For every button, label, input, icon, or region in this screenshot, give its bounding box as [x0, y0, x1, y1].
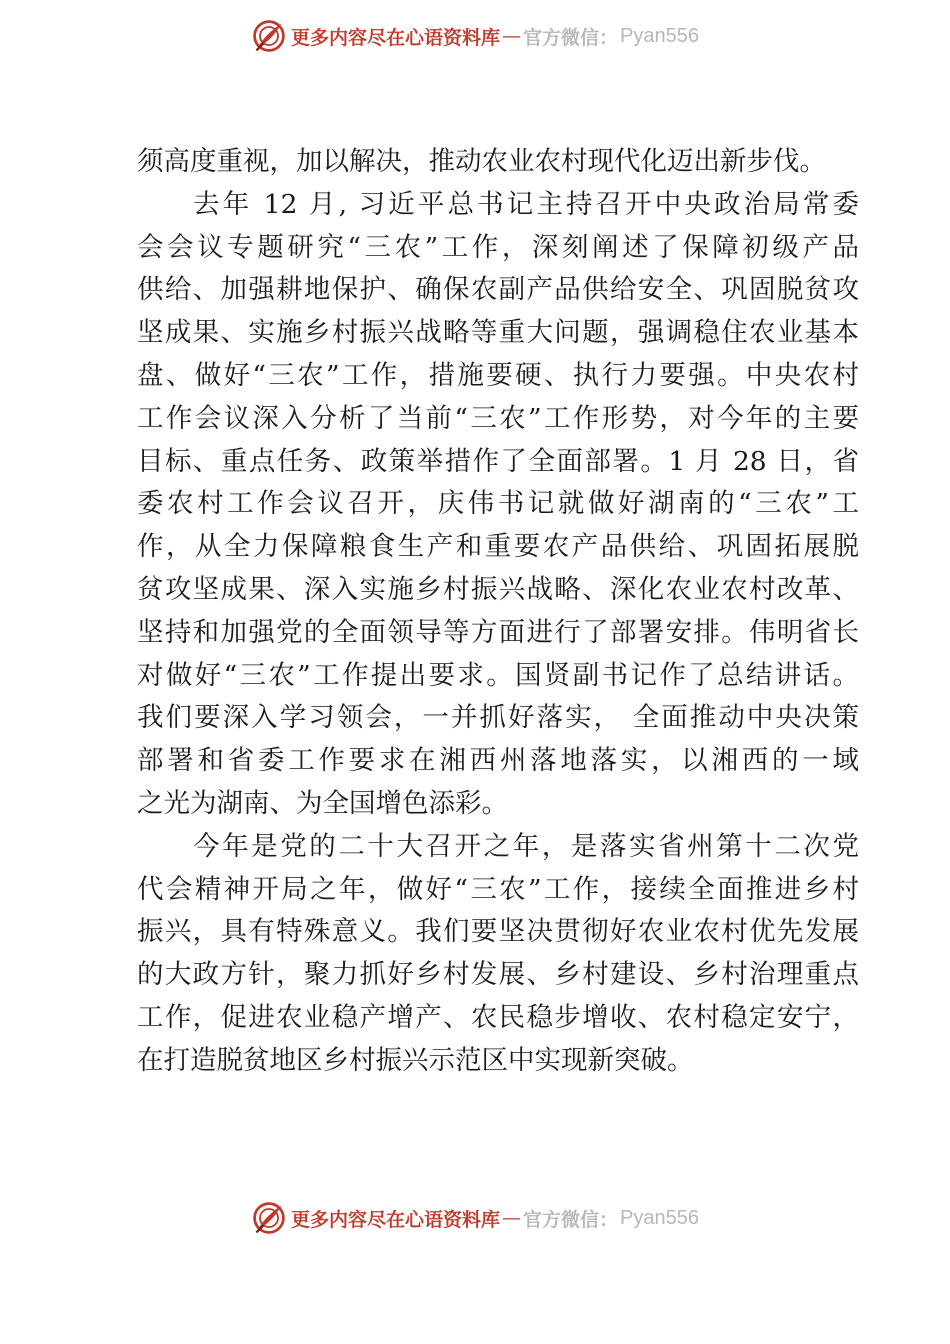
- text-line: 供给、加强耕地保护、确保农副产品供给安全、巩固脱贫攻: [137, 274, 859, 306]
- paragraph-2: [137, 184, 859, 826]
- text-line: 会会议专题研究“三农”工作，深刻阐述了保障初级产品: [137, 231, 859, 263]
- text-line: 代会精神开局之年，做好“三农”工作，接续全面推进乡村: [137, 873, 859, 905]
- text-line: 我们要深入学习领会，一并抓好落实， 全面推动中央决策: [137, 702, 859, 734]
- feather-seal-icon: [251, 1200, 287, 1236]
- text-line: 盘、做好“三农”工作，措施要硬、执行力要强。中央农村: [137, 359, 859, 391]
- paragraph-1: [137, 141, 859, 184]
- text-line: 委农村工作会议召开，庆伟书记就做好湖南的“三农”工: [137, 488, 859, 520]
- banner-wechat-label: 官方微信：: [523, 26, 619, 49]
- text-line: 目标、重点任务、政策举措作了全面部署。1 月 28 日，省: [137, 445, 859, 477]
- text-line: 去年 12 月, 习近平总书记主持召开中央政治局常委: [193, 188, 859, 220]
- document-body: [137, 141, 859, 1083]
- feather-seal-icon: [251, 18, 287, 54]
- banner-dash: —: [502, 25, 522, 47]
- text-line: 工作，促进农业稳产增产、农民稳步增收、农村稳定安宁，: [137, 1001, 859, 1033]
- text-line: 坚成果、实施乡村振兴战略等重大问题，强调稳住农业基本: [137, 317, 859, 349]
- text-line: 对做好“三农”工作提出要求。国贤副书记作了总结讲话。: [137, 659, 859, 691]
- text-line: 振兴，具有特殊意义。我们要坚决贯彻好农业农村优先发展: [137, 916, 859, 948]
- header-banner: [0, 14, 950, 58]
- banner-wechat-id: Pyan556: [620, 24, 699, 47]
- footer-banner: [0, 1196, 950, 1240]
- text-line: 工作会议深入分析了当前“三农”工作形势，对今年的主要: [137, 402, 859, 434]
- paragraph-3: [137, 826, 859, 1083]
- banner-wechat-label: 官方微信：: [523, 1208, 619, 1231]
- banner-slogan: 更多内容尽在心语资料库: [291, 26, 501, 49]
- banner-wechat-id: Pyan556: [620, 1206, 699, 1229]
- text-line: 部署和省委工作要求在湘西州落地落实，以湘西的一域: [137, 745, 859, 777]
- text-line: 贫攻坚成果、深入实施乡村振兴战略、深化农业农村改革、: [137, 573, 859, 605]
- text-line: 须高度重视，加以解决，推动农业农村现代化迈出新步伐。: [137, 146, 826, 177]
- text-line: 的大政方针，聚力抓好乡村发展、乡村建设、乡村治理重点: [137, 959, 859, 991]
- text-line: 坚持和加强党的全面领导等方面进行了部署安排。伟明省长: [137, 616, 859, 648]
- text-line: 在打造脱贫地区乡村振兴示范区中实现新突破。: [137, 1044, 694, 1076]
- text-line: 之光为湖南、为全国增色添彩。: [137, 787, 508, 819]
- banner-dash: —: [502, 1207, 522, 1229]
- banner-slogan: 更多内容尽在心语资料库: [291, 1208, 501, 1231]
- text-line: 今年是党的二十大召开之年，是落实省州第十二次党: [193, 830, 859, 862]
- text-line: 作，从全力保障粮食生产和重要农产品供给、巩固拓展脱: [137, 531, 859, 563]
